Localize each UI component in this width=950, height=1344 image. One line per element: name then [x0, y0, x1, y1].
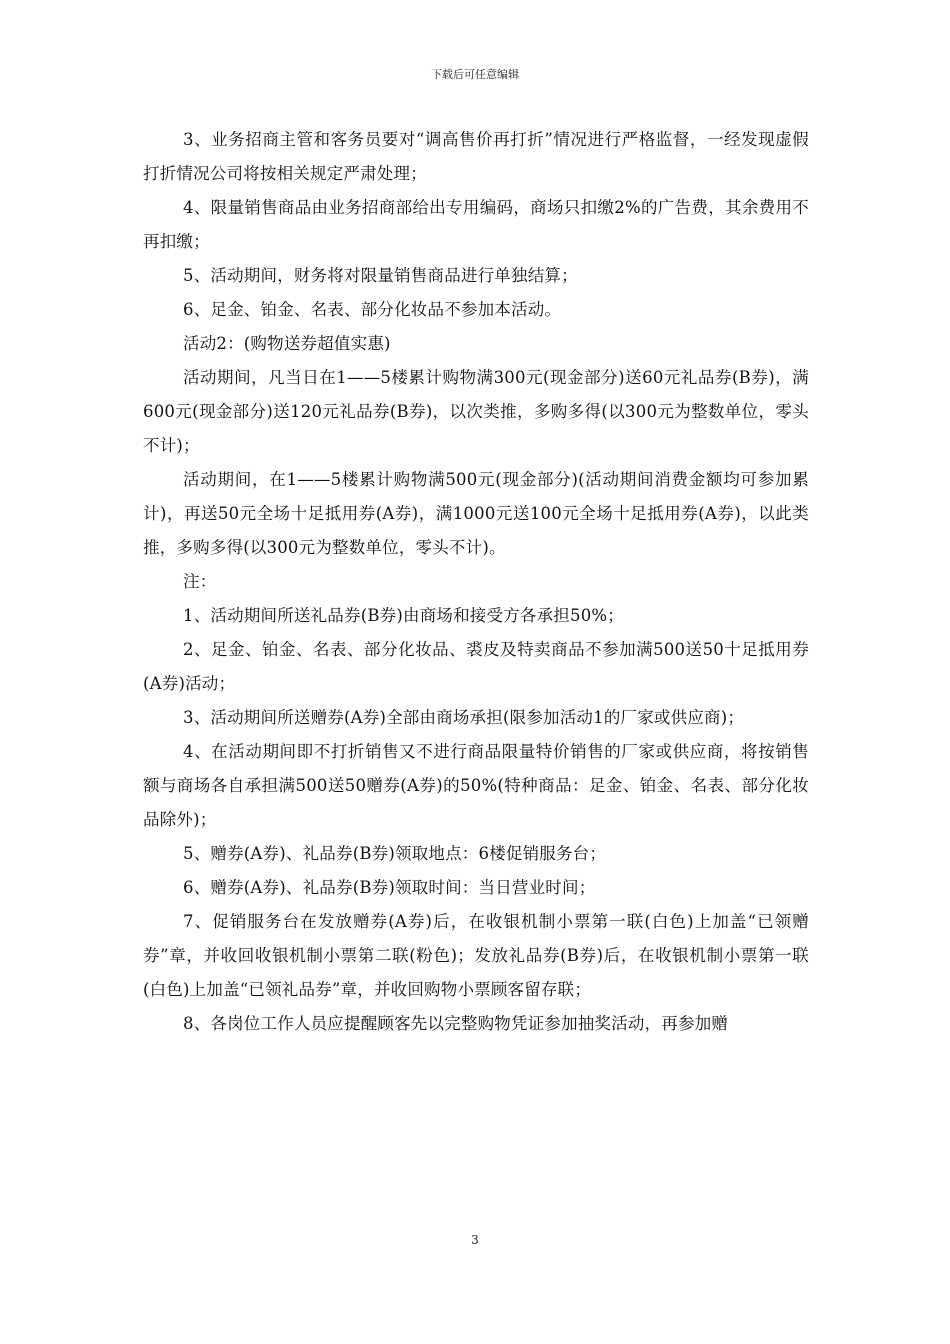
- paragraph-rule-6: 6、足金、铂金、名表、部分化妆品不参加本活动。: [183, 300, 562, 319]
- paragraph-rule-5: 5、活动期间，财务将对限量销售商品进行单独结算；: [183, 266, 578, 285]
- note-item-5: 5、赠券(A券)、礼品券(B券)领取地点：6楼促销服务台；: [183, 844, 607, 863]
- page-header: 下载后可任意编辑: [431, 68, 519, 81]
- page-number: 3: [471, 1233, 479, 1247]
- note-item-2: 2、足金、铂金、名表、部分化妆品、裘皮及特卖商品不参加满500送50十足抵用券(A券)活动；: [143, 640, 809, 693]
- paragraph-activity-b-voucher: 活动期间，凡当日在1——5楼累计购物满300元(现金部分)送60元礼品券(B券)，满600元(现金部分)送120元礼品券(B券)，以次类推，多购多得(以300元为整数单位，零头不计)；: [143, 368, 809, 455]
- paragraph-rule-3: 3、业务招商主管和客务员要对“调高售价再打折”情况进行严格监督，一经发现虚假打折情况公司将按相关规定严肃处理；: [143, 130, 809, 183]
- paragraph-rule-4: 4、限量销售商品由业务招商部给出专用编码，商场只扣缴2%的广告费，其余费用不再扣缴；: [143, 198, 809, 251]
- note-item-4: 4、在活动期间即不打折销售又不进行商品限量特价销售的厂家或供应商，将按销售额与商场各自承担满500送50赠券(A券)的50%(特种商品：足金、铂金、名表、部分化妆品除外)；: [143, 742, 809, 829]
- document-body: [143, 123, 809, 1041]
- notes-heading: 注：: [183, 572, 217, 591]
- note-item-6: 6、赠券(A券)、礼品券(B券)领取时间：当日营业时间；: [183, 878, 596, 897]
- activity-2-heading: 活动2：(购物送券超值实惠): [183, 334, 391, 353]
- paragraph-activity-a-voucher: 活动期间，在1——5楼累计购物满500元(现金部分)(活动期间消费金额均可参加累计)，再送50元全场十足抵用券(A券)，满1000元送100元全场十足抵用券(A券)，以此类推，多购多得(以300元为整数单位，零头不计)。: [143, 470, 809, 557]
- note-item-1: 1、活动期间所送礼品券(B券)由商场和接受方各承担50%；: [183, 606, 624, 625]
- note-item-3: 3、活动期间所送赠券(A券)全部由商场承担(限参加活动1的厂家或供应商)；: [183, 708, 745, 727]
- note-item-8: 8、各岗位工作人员应提醒顾客先以完整购物凭证参加抽奖活动，再参加赠: [183, 1014, 729, 1033]
- note-item-7: 7、促销服务台在发放赠券(A券)后，在收银机制小票第一联(白色)上加盖“已领赠券”章，并收回收银机制小票第二联(粉色)；发放礼品券(B券)后，在收银机制小票第一联(白色)上加盖“已领礼品券”章，并收回购物小票顾客留存联；: [143, 912, 809, 999]
